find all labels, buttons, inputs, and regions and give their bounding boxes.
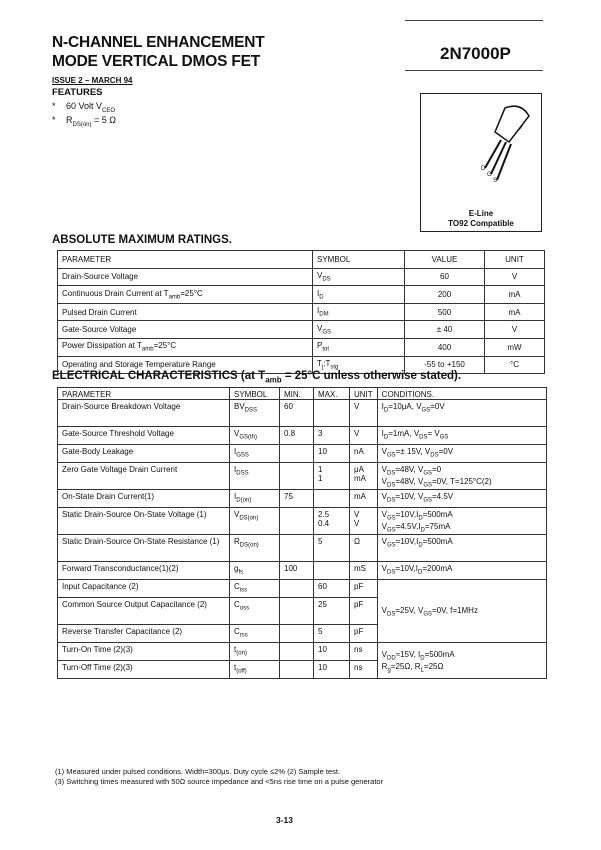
elec-heading: ELECTRICAL CHARACTERISTICS (at $T_{amb} = 25^\circ C$ unless otherwise stated).: [52, 370, 462, 385]
symbol-cell: $T_j:T_{stg}$: [313, 356, 405, 374]
unit-cell: V: [350, 400, 378, 427]
symbol-cell: $V_{DS}$: [313, 268, 405, 286]
unit-cell: V V: [350, 508, 378, 535]
min-cell: 0.8: [280, 427, 314, 445]
min-cell: [280, 598, 314, 625]
table-row: [58, 643, 547, 661]
table-row: [58, 445, 547, 463]
table-header-row: [58, 251, 545, 269]
param-cell: On-State Drain Current(1): [58, 490, 230, 508]
pin-label-d: D: [481, 166, 486, 172]
value-cell: ± 40: [405, 321, 485, 339]
unit-cell: mA: [485, 286, 545, 304]
symbol-cell: $I_{GSS}$: [230, 445, 280, 463]
min-cell: [280, 580, 314, 598]
unit-cell: pF: [350, 598, 378, 625]
header-cell: MIN.: [280, 388, 314, 400]
unit-cell: V: [485, 268, 545, 286]
min-cell: [280, 508, 314, 535]
min-cell: 100: [280, 562, 314, 580]
table-row: [58, 400, 547, 427]
max-cell: 10: [314, 661, 350, 679]
symbol-cell: $t_{(off)}$: [230, 661, 280, 679]
symbol-cell: $t_{(on)}$: [230, 643, 280, 661]
abs-max-table: [57, 250, 545, 374]
max-cell: [314, 490, 350, 508]
table-row: [58, 286, 545, 304]
max-cell: 10: [314, 445, 350, 463]
max-cell: [314, 562, 350, 580]
param-cell: Gate-Body Leakage: [58, 445, 230, 463]
abs-max-heading: ABSOLUTE MAXIMUM RATINGS.: [52, 234, 232, 246]
header-cell: CONDITIONS.: [377, 388, 546, 400]
param-cell: Pulsed Drain Current: [58, 303, 313, 321]
value-cell: 60: [405, 268, 485, 286]
features-heading: FEATURES: [52, 87, 103, 98]
feature-item-rdson: * $R_{DS(on)} = 5$ Ω: [52, 115, 117, 128]
max-cell: [314, 400, 350, 427]
top-rule: [405, 20, 543, 21]
max-cell: 10: [314, 643, 350, 661]
header-cell: UNIT: [485, 251, 545, 269]
conditions-cell: $V_{GS}=10V,I_D=500mA$: [377, 535, 546, 562]
feature-item-voltage: * 60 Volt $V_{CEO}$: [52, 101, 116, 114]
header-cell: UNIT: [350, 388, 378, 400]
conditions-cell: $V_{DD}\approx 15V$, $I_D=500mA$ $R_g=25\Omega$, $R_L=25\Omega$: [377, 643, 546, 679]
conditions-cell: $V_{DS}=10V,I_D=200mA$: [377, 562, 546, 580]
unit-cell: nA: [350, 445, 378, 463]
pin-label-g: G: [487, 172, 492, 178]
unit-cell: V: [350, 427, 378, 445]
param-cell: Turn-On Time (2)(3): [58, 643, 230, 661]
max-cell: 25: [314, 598, 350, 625]
param-cell: Static Drain-Source On-State Voltage (1): [58, 508, 230, 535]
symbol-cell: $V_{GS}$: [313, 321, 405, 339]
conditions-cell: $V_{DS}=10V$, $V_{GS}=4.5V$: [377, 490, 546, 508]
table-row: [58, 338, 545, 356]
conditions-cell: $V_{GS}=10V,I_D=500mA$ $V_{GS}=4.5V,I_D=75mA$: [377, 508, 546, 535]
document-title: [52, 33, 352, 71]
conditions-cell: $V_{GS}=\pm 15V$, $V_{DS}=0V$: [377, 445, 546, 463]
table-row: [58, 303, 545, 321]
symbol-cell: $C_{iss}$: [230, 580, 280, 598]
param-cell: Turn-Off Time (2)(3): [58, 661, 230, 679]
param-cell: Gate-Source Threshold Voltage: [58, 427, 230, 445]
param-cell: Drain-Source Voltage: [58, 268, 313, 286]
min-cell: 75: [280, 490, 314, 508]
package-name: E-Line: [468, 209, 494, 218]
table-row: [58, 268, 545, 286]
max-cell: 5: [314, 625, 350, 643]
param-cell: Drain-Source Breakdown Voltage: [58, 400, 230, 427]
table-row: [58, 321, 545, 339]
pin-label-s: S: [493, 178, 498, 184]
max-cell: 1 1: [314, 463, 350, 490]
conditions-cell: $I_D=10\mu A$, $V_{GS}=0V$: [377, 400, 546, 427]
table-row: [58, 427, 547, 445]
max-cell: 5: [314, 535, 350, 562]
min-cell: [280, 661, 314, 679]
conditions-cell: $V_{DS}=48V$, $V_{GS}=0$ $V_{DS}=48V$, $V_{GS}=0V$, T=125°C(2): [377, 463, 546, 490]
package-diagram: [420, 93, 542, 232]
min-cell: [280, 643, 314, 661]
header-cell: MAX.: [314, 388, 350, 400]
table-row: [58, 490, 547, 508]
param-cell: Continuous Drain Current at $T_{amb}=25^\circ C$: [58, 286, 313, 304]
table-row: [58, 562, 547, 580]
unit-cell: pF: [350, 580, 378, 598]
symbol-cell: $I_{DM}$: [313, 303, 405, 321]
min-cell: [280, 625, 314, 643]
max-cell: 3: [314, 427, 350, 445]
table-row: [58, 463, 547, 490]
param-cell: Operating and Storage Temperature Range: [58, 356, 313, 374]
param-cell: Static Drain-Source On-State Resistance (1): [58, 535, 230, 562]
param-cell: Zero Gate Voltage Drain Current: [58, 463, 230, 490]
value-cell: 400: [405, 338, 485, 356]
page-number: 3-13: [276, 815, 294, 825]
max-cell: 60: [314, 580, 350, 598]
unit-cell: mS: [350, 562, 378, 580]
unit-cell: Ω: [350, 535, 378, 562]
package-compat: TO92 Compatible: [448, 219, 514, 228]
min-cell: 60: [280, 400, 314, 427]
header-cell: PARAMETER: [58, 251, 313, 269]
value-cell: 500: [405, 303, 485, 321]
symbol-cell: $R_{DS(on)}$: [230, 535, 280, 562]
min-cell: [280, 535, 314, 562]
footnote-2: (3) Switching times measured with 50Ω source impedance and <5ns rise time on a pulse generator: [55, 777, 384, 786]
symbol-cell: $I_{D(on)}$: [230, 490, 280, 508]
title-line-1: N-CHANNEL ENHANCEMENT: [52, 34, 265, 51]
table-row: [58, 508, 547, 535]
unit-cell: ns: [350, 643, 378, 661]
header-cell: VALUE: [405, 251, 485, 269]
table-row: [58, 535, 547, 562]
value-cell: -55 to +150: [405, 356, 485, 374]
min-cell: [280, 463, 314, 490]
symbol-cell: $g_{fs}$: [230, 562, 280, 580]
header-cell: PARAMETER: [58, 388, 230, 400]
unit-cell: μA mA: [350, 463, 378, 490]
symbol-cell: $I_{DSS}$: [230, 463, 280, 490]
header-cell: SYMBOL: [313, 251, 405, 269]
symbol-cell: $P_{tot}$: [313, 338, 405, 356]
symbol-cell: $C_{rss}$: [230, 625, 280, 643]
conditions-cell: $V_{DS}=25V$, $V_{GS}=0V$, f=1MHz: [377, 580, 546, 643]
unit-cell: ns: [350, 661, 378, 679]
value-cell: 200: [405, 286, 485, 304]
unit-cell: V: [485, 321, 545, 339]
param-cell: Forward Transconductance(1)(2): [58, 562, 230, 580]
issue-label: ISSUE 2 – MARCH 94: [52, 76, 133, 85]
part-number-rule: [405, 70, 543, 71]
header-cell: SYMBOL: [230, 388, 280, 400]
symbol-cell: $V_{GS(th)}$: [230, 427, 280, 445]
symbol-cell: $I_D$: [313, 286, 405, 304]
unit-cell: mA: [485, 303, 545, 321]
footnote-1: (1) Measured under pulsed conditions. Width=300μs. Duty cycle ≤2% (2) Sample test.: [55, 767, 341, 776]
symbol-cell: $C_{oss}$: [230, 598, 280, 625]
title-line-2: MODE VERTICAL DMOS FET: [52, 53, 261, 70]
unit-cell: °C: [485, 356, 545, 374]
param-cell: Common Source Output Capacitance (2): [58, 598, 230, 625]
param-cell: Reverse Transfer Capacitance (2): [58, 625, 230, 643]
part-number: 2N7000P: [440, 44, 511, 63]
min-cell: [280, 445, 314, 463]
symbol-cell: $BV_{DSS}$: [230, 400, 280, 427]
conditions-cell: $I_D=1mA$, $V_{DS}= V_{GS}$: [377, 427, 546, 445]
max-cell: 2.5 0.4: [314, 508, 350, 535]
table-header-row: [58, 388, 547, 400]
unit-cell: mA: [350, 490, 378, 508]
unit-cell: mW: [485, 338, 545, 356]
symbol-cell: $V_{DS(on)}$: [230, 508, 280, 535]
param-cell: Power Dissipation at $T_{amb}=25^\circ C$: [58, 338, 313, 356]
unit-cell: pF: [350, 625, 378, 643]
elec-table: [57, 387, 547, 679]
param-cell: Input Capacitance (2): [58, 580, 230, 598]
table-row: [58, 580, 547, 598]
param-cell: Gate-Source Voltage: [58, 321, 313, 339]
